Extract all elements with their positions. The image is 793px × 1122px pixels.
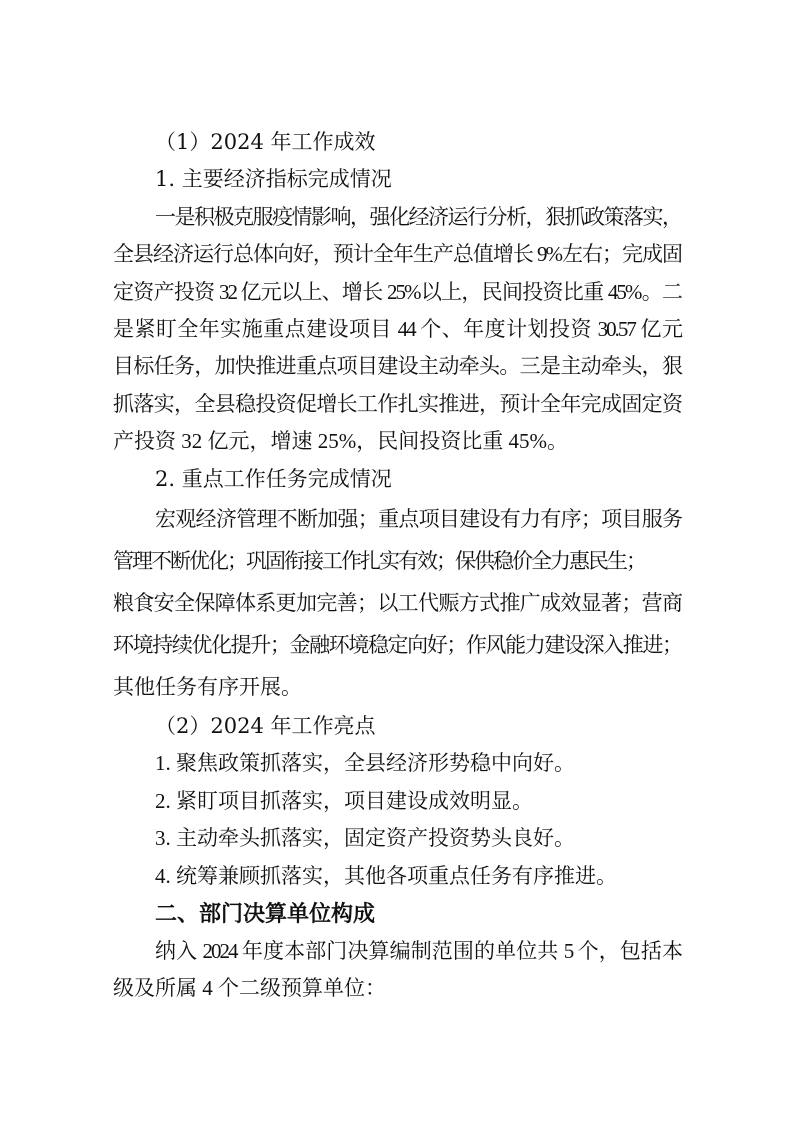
body-text-line: 管理不断优化；巩固衔接工作扎实有效；保供稳价全力惠民生； — [113, 549, 645, 574]
body-text-line: 产投资 32 亿元，增速 25%，民间投资比重 45%。 — [113, 429, 568, 454]
body-text-line: 级及所属 4 个二级预算单位： — [113, 975, 386, 1000]
text-block — [113, 124, 681, 1007]
body-text-line: 目标任务，加快推进重点项目建设主动牵头。三是主动牵头，狠 — [113, 354, 681, 379]
subsection-heading-line: （2）2024 年工作亮点 — [155, 714, 376, 739]
section-heading-line: 二、部门决算单位构成 — [155, 901, 376, 927]
body-text-line: 全县经济运行总体向好，预计全年生产总值增长 9%左右；完成固 — [113, 242, 681, 267]
body-text-line: 3. 主动牵头抓落实，固定资产投资势头良好。 — [155, 826, 575, 851]
body-text-line: 一是积极克服疫情影响，强化经济运行分析，狠抓政策落实， — [155, 204, 681, 229]
body-text-line: 是紧盯全年实施重点建设项目 44 个、年度计划投资 30.57 亿元 — [113, 317, 681, 342]
subsection-heading-line: 1. 主要经济指标完成情况 — [155, 167, 392, 192]
body-text-line: 1. 聚焦政策抓落实，全县经济形势稳中向好。 — [155, 751, 575, 776]
body-text-line: 定资产投资 32 亿元以上、增长 25%以上，民间投资比重 45%。二 — [113, 279, 681, 304]
body-text-line: 粮食安全保障体系更加完善；以工代赈方式推广成效显著；营商 — [113, 591, 681, 616]
body-text-line: 纳入 2024 年度本部门决算编制范围的单位共 5 个，包括本 — [155, 938, 681, 963]
body-text-line: 2. 紧盯项目抓落实，项目建设成效明显。 — [155, 788, 533, 813]
body-text-line: 宏观经济管理不断加强；重点项目建设有力有序；项目服务 — [155, 507, 681, 532]
body-text-line: 抓落实，全县稳投资促增长工作扎实推进，预计全年完成固定资 — [113, 391, 681, 416]
subsection-heading-line: 2. 重点工作任务完成情况 — [155, 466, 392, 491]
body-text-line: 4. 统筹兼顾抓落实，其他各项重点任务有序推进。 — [155, 863, 617, 888]
subsection-heading-line: （1）2024 年工作成效 — [155, 130, 376, 154]
body-text-line: 环境持续优化提升；金融环境稳定向好；作风能力建设深入推进； — [113, 633, 681, 658]
body-text-line: 其他任务有序开展。 — [113, 675, 302, 700]
